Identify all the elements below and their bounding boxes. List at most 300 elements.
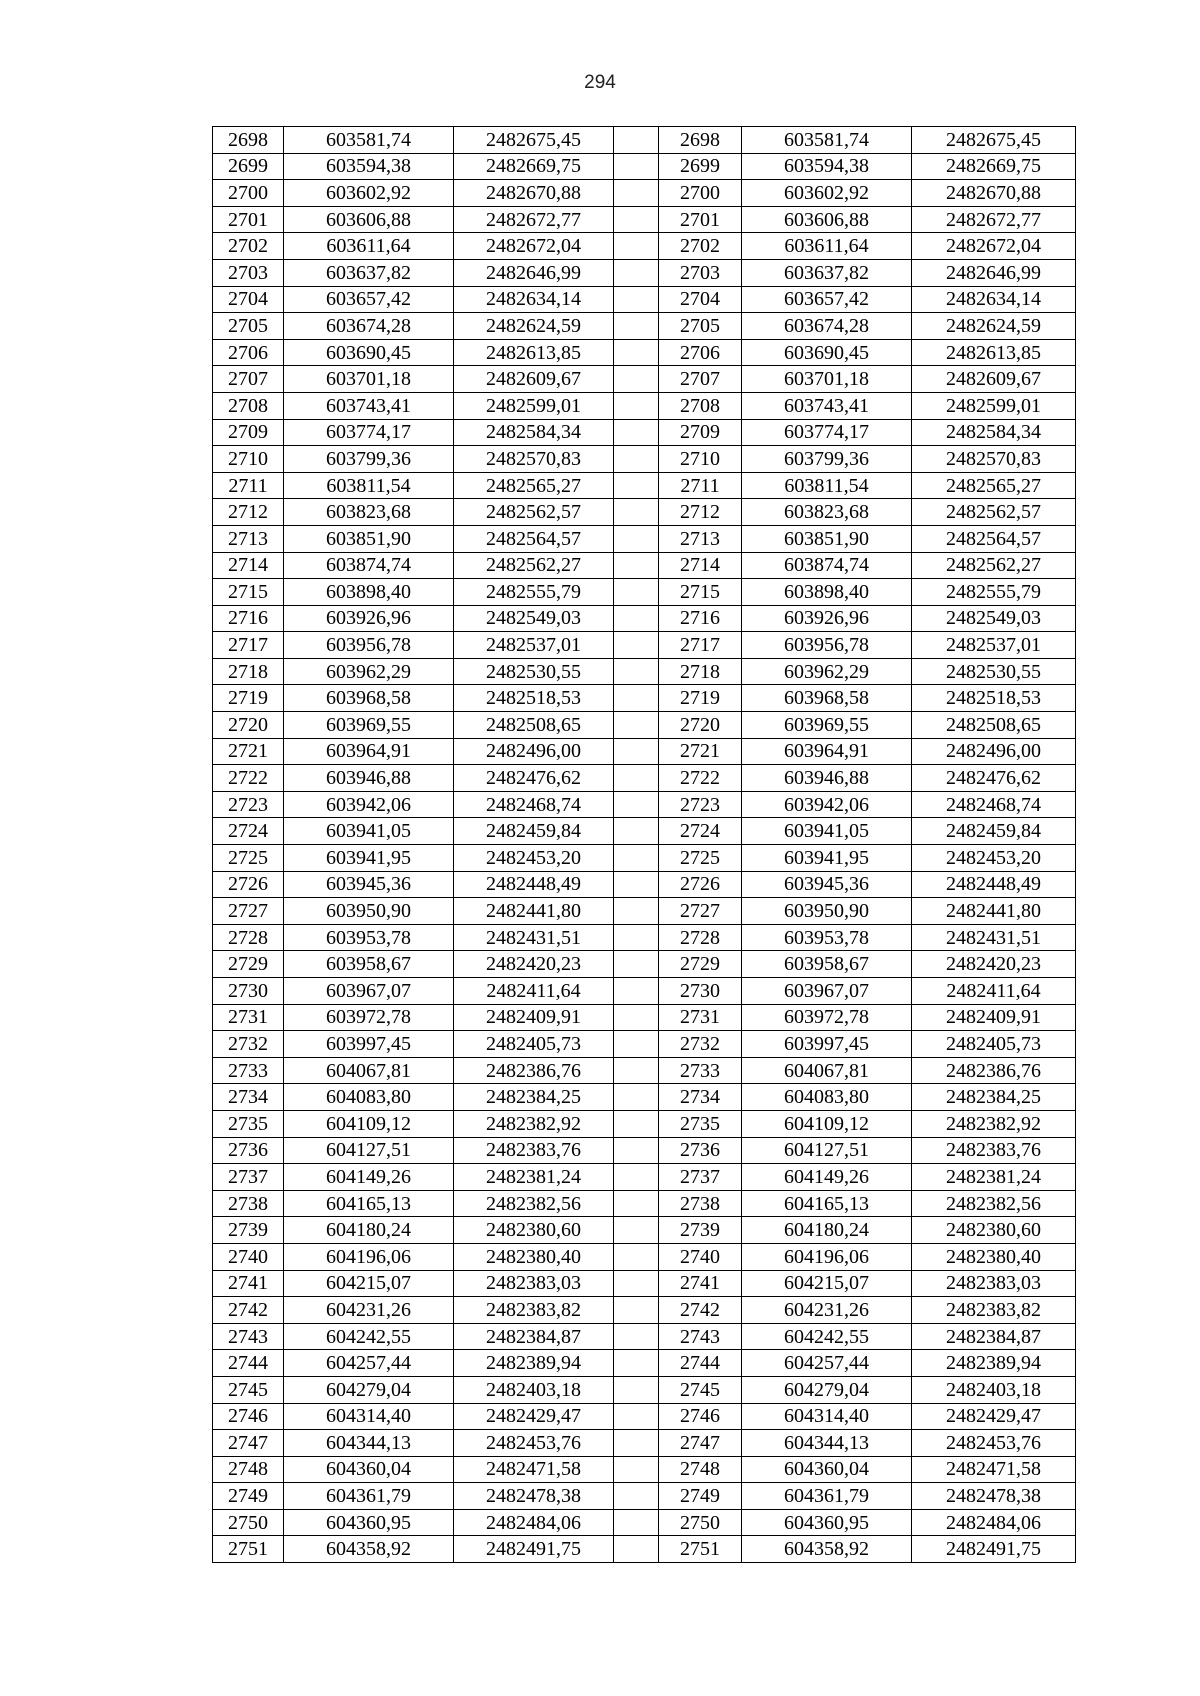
y-coordinate-cell: 2482383,76 xyxy=(454,1137,614,1164)
x-coordinate-cell: 604257,44 xyxy=(742,1350,912,1377)
table-row xyxy=(213,1376,1076,1403)
empty-separator-cell xyxy=(614,1031,659,1058)
table-row xyxy=(213,153,1076,180)
table-row xyxy=(213,791,1076,818)
y-coordinate-cell: 2482634,14 xyxy=(454,286,614,313)
y-coordinate-cell: 2482383,76 xyxy=(912,1137,1076,1164)
x-coordinate-cell: 604127,51 xyxy=(742,1137,912,1164)
point-number-cell: 2704 xyxy=(213,286,284,313)
x-coordinate-cell: 604149,26 xyxy=(284,1164,454,1191)
empty-separator-cell xyxy=(614,978,659,1005)
y-coordinate-cell: 2482508,65 xyxy=(912,712,1076,739)
empty-separator-cell xyxy=(614,552,659,579)
y-coordinate-cell: 2482555,79 xyxy=(912,579,1076,606)
y-coordinate-cell: 2482383,82 xyxy=(912,1297,1076,1324)
empty-separator-cell xyxy=(614,1509,659,1536)
empty-separator-cell xyxy=(614,1323,659,1350)
x-coordinate-cell: 604165,13 xyxy=(742,1190,912,1217)
x-coordinate-cell: 603953,78 xyxy=(742,924,912,951)
point-number-cell: 2729 xyxy=(659,951,742,978)
point-number-cell: 2710 xyxy=(213,446,284,473)
y-coordinate-cell: 2482564,57 xyxy=(454,525,614,552)
x-coordinate-cell: 603581,74 xyxy=(284,127,454,154)
x-coordinate-cell: 603606,88 xyxy=(284,206,454,233)
table-row xyxy=(213,605,1076,632)
point-number-cell: 2722 xyxy=(213,765,284,792)
point-number-cell: 2699 xyxy=(213,153,284,180)
x-coordinate-cell: 603799,36 xyxy=(742,446,912,473)
point-number-cell: 2736 xyxy=(659,1137,742,1164)
y-coordinate-cell: 2482441,80 xyxy=(454,898,614,925)
table-row xyxy=(213,180,1076,207)
table-row xyxy=(213,1403,1076,1430)
point-number-cell: 2730 xyxy=(659,978,742,1005)
table-row xyxy=(213,685,1076,712)
x-coordinate-cell: 604314,40 xyxy=(284,1403,454,1430)
empty-separator-cell xyxy=(614,1270,659,1297)
point-number-cell: 2709 xyxy=(659,419,742,446)
y-coordinate-cell: 2482383,03 xyxy=(454,1270,614,1297)
empty-separator-cell xyxy=(614,286,659,313)
point-number-cell: 2751 xyxy=(213,1536,284,1563)
x-coordinate-cell: 603657,42 xyxy=(742,286,912,313)
point-number-cell: 2747 xyxy=(213,1430,284,1457)
table-row xyxy=(213,472,1076,499)
x-coordinate-cell: 603851,90 xyxy=(742,525,912,552)
empty-separator-cell xyxy=(614,579,659,606)
y-coordinate-cell: 2482453,20 xyxy=(912,845,1076,872)
x-coordinate-cell: 604127,51 xyxy=(284,1137,454,1164)
empty-separator-cell xyxy=(614,1483,659,1510)
point-number-cell: 2705 xyxy=(659,313,742,340)
x-coordinate-cell: 603898,40 xyxy=(742,579,912,606)
x-coordinate-cell: 604109,12 xyxy=(742,1110,912,1137)
point-number-cell: 2744 xyxy=(659,1350,742,1377)
empty-separator-cell xyxy=(614,180,659,207)
x-coordinate-cell: 604242,55 xyxy=(284,1323,454,1350)
table-row xyxy=(213,286,1076,313)
y-coordinate-cell: 2482403,18 xyxy=(454,1376,614,1403)
point-number-cell: 2718 xyxy=(213,658,284,685)
empty-separator-cell xyxy=(614,1243,659,1270)
y-coordinate-cell: 2482599,01 xyxy=(912,392,1076,419)
point-number-cell: 2724 xyxy=(659,818,742,845)
point-number-cell: 2723 xyxy=(213,791,284,818)
x-coordinate-cell: 604215,07 xyxy=(284,1270,454,1297)
point-number-cell: 2717 xyxy=(213,632,284,659)
y-coordinate-cell: 2482670,88 xyxy=(454,180,614,207)
point-number-cell: 2700 xyxy=(659,180,742,207)
x-coordinate-cell: 603823,68 xyxy=(742,499,912,526)
x-coordinate-cell: 603657,42 xyxy=(284,286,454,313)
x-coordinate-cell: 603926,96 xyxy=(284,605,454,632)
empty-separator-cell xyxy=(614,339,659,366)
y-coordinate-cell: 2482570,83 xyxy=(912,446,1076,473)
table-row xyxy=(213,658,1076,685)
x-coordinate-cell: 604360,04 xyxy=(284,1456,454,1483)
point-number-cell: 2733 xyxy=(659,1057,742,1084)
empty-separator-cell xyxy=(614,632,659,659)
x-coordinate-cell: 603942,06 xyxy=(742,791,912,818)
y-coordinate-cell: 2482448,49 xyxy=(454,871,614,898)
y-coordinate-cell: 2482478,38 xyxy=(454,1483,614,1510)
x-coordinate-cell: 603874,74 xyxy=(742,552,912,579)
point-number-cell: 2719 xyxy=(659,685,742,712)
empty-separator-cell xyxy=(614,765,659,792)
x-coordinate-cell: 604165,13 xyxy=(284,1190,454,1217)
table-row xyxy=(213,259,1076,286)
point-number-cell: 2746 xyxy=(659,1403,742,1430)
point-number-cell: 2749 xyxy=(213,1483,284,1510)
y-coordinate-cell: 2482471,58 xyxy=(454,1456,614,1483)
x-coordinate-cell: 603941,95 xyxy=(742,845,912,872)
empty-separator-cell xyxy=(614,1456,659,1483)
y-coordinate-cell: 2482384,25 xyxy=(912,1084,1076,1111)
y-coordinate-cell: 2482382,92 xyxy=(454,1110,614,1137)
table-row xyxy=(213,1243,1076,1270)
table-row xyxy=(213,392,1076,419)
table-row xyxy=(213,632,1076,659)
y-coordinate-cell: 2482609,67 xyxy=(454,366,614,393)
empty-separator-cell xyxy=(614,446,659,473)
table-row xyxy=(213,712,1076,739)
point-number-cell: 2723 xyxy=(659,791,742,818)
y-coordinate-cell: 2482405,73 xyxy=(454,1031,614,1058)
x-coordinate-cell: 604196,06 xyxy=(284,1243,454,1270)
point-number-cell: 2739 xyxy=(659,1217,742,1244)
y-coordinate-cell: 2482570,83 xyxy=(454,446,614,473)
point-number-cell: 2709 xyxy=(213,419,284,446)
x-coordinate-cell: 603964,91 xyxy=(284,738,454,765)
y-coordinate-cell: 2482441,80 xyxy=(912,898,1076,925)
x-coordinate-cell: 603926,96 xyxy=(742,605,912,632)
y-coordinate-cell: 2482549,03 xyxy=(912,605,1076,632)
point-number-cell: 2742 xyxy=(659,1297,742,1324)
y-coordinate-cell: 2482380,60 xyxy=(912,1217,1076,1244)
point-number-cell: 2720 xyxy=(659,712,742,739)
y-coordinate-cell: 2482411,64 xyxy=(912,978,1076,1005)
point-number-cell: 2721 xyxy=(213,738,284,765)
y-coordinate-cell: 2482537,01 xyxy=(912,632,1076,659)
x-coordinate-cell: 604083,80 xyxy=(742,1084,912,1111)
table-row xyxy=(213,1004,1076,1031)
point-number-cell: 2731 xyxy=(659,1004,742,1031)
table-row xyxy=(213,1137,1076,1164)
empty-separator-cell xyxy=(614,366,659,393)
y-coordinate-cell: 2482384,87 xyxy=(454,1323,614,1350)
empty-separator-cell xyxy=(614,127,659,154)
empty-separator-cell xyxy=(614,206,659,233)
y-coordinate-cell: 2482537,01 xyxy=(454,632,614,659)
empty-separator-cell xyxy=(614,658,659,685)
empty-separator-cell xyxy=(614,1190,659,1217)
x-coordinate-cell: 604180,24 xyxy=(742,1217,912,1244)
point-number-cell: 2701 xyxy=(659,206,742,233)
x-coordinate-cell: 603594,38 xyxy=(284,153,454,180)
point-number-cell: 2735 xyxy=(213,1110,284,1137)
x-coordinate-cell: 603956,78 xyxy=(284,632,454,659)
point-number-cell: 2749 xyxy=(659,1483,742,1510)
y-coordinate-cell: 2482383,03 xyxy=(912,1270,1076,1297)
y-coordinate-cell: 2482384,25 xyxy=(454,1084,614,1111)
x-coordinate-cell: 603972,78 xyxy=(742,1004,912,1031)
y-coordinate-cell: 2482491,75 xyxy=(454,1536,614,1563)
point-number-cell: 2717 xyxy=(659,632,742,659)
x-coordinate-cell: 603743,41 xyxy=(284,392,454,419)
y-coordinate-cell: 2482476,62 xyxy=(912,765,1076,792)
point-number-cell: 2714 xyxy=(659,552,742,579)
x-coordinate-cell: 603997,45 xyxy=(742,1031,912,1058)
empty-separator-cell xyxy=(614,1297,659,1324)
x-coordinate-cell: 604109,12 xyxy=(284,1110,454,1137)
x-coordinate-cell: 603997,45 xyxy=(284,1031,454,1058)
y-coordinate-cell: 2482431,51 xyxy=(454,924,614,951)
y-coordinate-cell: 2482380,40 xyxy=(912,1243,1076,1270)
empty-separator-cell xyxy=(614,1110,659,1137)
y-coordinate-cell: 2482459,84 xyxy=(912,818,1076,845)
table-row xyxy=(213,1031,1076,1058)
x-coordinate-cell: 604314,40 xyxy=(742,1403,912,1430)
y-coordinate-cell: 2482403,18 xyxy=(912,1376,1076,1403)
point-number-cell: 2706 xyxy=(213,339,284,366)
y-coordinate-cell: 2482476,62 xyxy=(454,765,614,792)
empty-separator-cell xyxy=(614,1403,659,1430)
point-number-cell: 2699 xyxy=(659,153,742,180)
y-coordinate-cell: 2482382,56 xyxy=(454,1190,614,1217)
table-row xyxy=(213,552,1076,579)
empty-separator-cell xyxy=(614,233,659,260)
table-row xyxy=(213,366,1076,393)
y-coordinate-cell: 2482380,60 xyxy=(454,1217,614,1244)
x-coordinate-cell: 603606,88 xyxy=(742,206,912,233)
x-coordinate-cell: 603637,82 xyxy=(284,259,454,286)
point-number-cell: 2719 xyxy=(213,685,284,712)
point-number-cell: 2745 xyxy=(213,1376,284,1403)
x-coordinate-cell: 603958,67 xyxy=(284,951,454,978)
y-coordinate-cell: 2482549,03 xyxy=(454,605,614,632)
x-coordinate-cell: 603774,17 xyxy=(742,419,912,446)
point-number-cell: 2722 xyxy=(659,765,742,792)
point-number-cell: 2726 xyxy=(659,871,742,898)
y-coordinate-cell: 2482564,57 xyxy=(912,525,1076,552)
y-coordinate-cell: 2482624,59 xyxy=(454,313,614,340)
x-coordinate-cell: 604196,06 xyxy=(742,1243,912,1270)
x-coordinate-cell: 603969,55 xyxy=(742,712,912,739)
y-coordinate-cell: 2482672,77 xyxy=(454,206,614,233)
x-coordinate-cell: 604231,26 xyxy=(284,1297,454,1324)
x-coordinate-cell: 604358,92 xyxy=(284,1536,454,1563)
table-row xyxy=(213,765,1076,792)
y-coordinate-cell: 2482555,79 xyxy=(454,579,614,606)
point-number-cell: 2701 xyxy=(213,206,284,233)
y-coordinate-cell: 2482453,20 xyxy=(454,845,614,872)
y-coordinate-cell: 2482584,34 xyxy=(454,419,614,446)
table-row xyxy=(213,818,1076,845)
table-row xyxy=(213,978,1076,1005)
empty-separator-cell xyxy=(614,1376,659,1403)
x-coordinate-cell: 604083,80 xyxy=(284,1084,454,1111)
y-coordinate-cell: 2482382,92 xyxy=(912,1110,1076,1137)
y-coordinate-cell: 2482675,45 xyxy=(912,127,1076,154)
point-number-cell: 2730 xyxy=(213,978,284,1005)
x-coordinate-cell: 604360,04 xyxy=(742,1456,912,1483)
point-number-cell: 2708 xyxy=(659,392,742,419)
x-coordinate-cell: 603602,92 xyxy=(742,180,912,207)
point-number-cell: 2740 xyxy=(659,1243,742,1270)
y-coordinate-cell: 2482562,27 xyxy=(454,552,614,579)
empty-separator-cell xyxy=(614,738,659,765)
table-row xyxy=(213,1190,1076,1217)
empty-separator-cell xyxy=(614,525,659,552)
y-coordinate-cell: 2482382,56 xyxy=(912,1190,1076,1217)
y-coordinate-cell: 2482562,57 xyxy=(454,499,614,526)
empty-separator-cell xyxy=(614,1164,659,1191)
empty-separator-cell xyxy=(614,818,659,845)
point-number-cell: 2731 xyxy=(213,1004,284,1031)
point-number-cell: 2744 xyxy=(213,1350,284,1377)
table-row xyxy=(213,1084,1076,1111)
empty-separator-cell xyxy=(614,153,659,180)
y-coordinate-cell: 2482530,55 xyxy=(912,658,1076,685)
point-number-cell: 2750 xyxy=(213,1509,284,1536)
x-coordinate-cell: 603602,92 xyxy=(284,180,454,207)
y-coordinate-cell: 2482565,27 xyxy=(454,472,614,499)
x-coordinate-cell: 604360,95 xyxy=(742,1509,912,1536)
page-number: 294 xyxy=(584,72,616,93)
y-coordinate-cell: 2482484,06 xyxy=(912,1509,1076,1536)
x-coordinate-cell: 603946,88 xyxy=(742,765,912,792)
point-number-cell: 2738 xyxy=(213,1190,284,1217)
empty-separator-cell xyxy=(614,392,659,419)
x-coordinate-cell: 603945,36 xyxy=(742,871,912,898)
x-coordinate-cell: 603967,07 xyxy=(742,978,912,1005)
point-number-cell: 2711 xyxy=(213,472,284,499)
table-row xyxy=(213,419,1076,446)
point-number-cell: 2705 xyxy=(213,313,284,340)
empty-separator-cell xyxy=(614,313,659,340)
point-number-cell: 2716 xyxy=(213,605,284,632)
y-coordinate-cell: 2482431,51 xyxy=(912,924,1076,951)
x-coordinate-cell: 603581,74 xyxy=(742,127,912,154)
empty-separator-cell xyxy=(614,605,659,632)
empty-separator-cell xyxy=(614,1217,659,1244)
table-row xyxy=(213,1164,1076,1191)
y-coordinate-cell: 2482453,76 xyxy=(912,1430,1076,1457)
y-coordinate-cell: 2482508,65 xyxy=(454,712,614,739)
point-number-cell: 2742 xyxy=(213,1297,284,1324)
y-coordinate-cell: 2482409,91 xyxy=(454,1004,614,1031)
point-number-cell: 2711 xyxy=(659,472,742,499)
y-coordinate-cell: 2482613,85 xyxy=(912,339,1076,366)
y-coordinate-cell: 2482389,94 xyxy=(454,1350,614,1377)
y-coordinate-cell: 2482584,34 xyxy=(912,419,1076,446)
x-coordinate-cell: 603637,82 xyxy=(742,259,912,286)
y-coordinate-cell: 2482496,00 xyxy=(912,738,1076,765)
empty-separator-cell xyxy=(614,1350,659,1377)
point-number-cell: 2708 xyxy=(213,392,284,419)
table-row xyxy=(213,339,1076,366)
x-coordinate-cell: 603941,05 xyxy=(742,818,912,845)
table-row xyxy=(213,898,1076,925)
point-number-cell: 2727 xyxy=(659,898,742,925)
point-number-cell: 2721 xyxy=(659,738,742,765)
y-coordinate-cell: 2482381,24 xyxy=(912,1164,1076,1191)
y-coordinate-cell: 2482565,27 xyxy=(912,472,1076,499)
point-number-cell: 2700 xyxy=(213,180,284,207)
x-coordinate-cell: 604344,13 xyxy=(742,1430,912,1457)
y-coordinate-cell: 2482386,76 xyxy=(454,1057,614,1084)
empty-separator-cell xyxy=(614,1004,659,1031)
x-coordinate-cell: 604361,79 xyxy=(284,1483,454,1510)
y-coordinate-cell: 2482672,04 xyxy=(454,233,614,260)
y-coordinate-cell: 2482448,49 xyxy=(912,871,1076,898)
point-number-cell: 2733 xyxy=(213,1057,284,1084)
x-coordinate-cell: 603823,68 xyxy=(284,499,454,526)
point-number-cell: 2712 xyxy=(213,499,284,526)
empty-separator-cell xyxy=(614,871,659,898)
point-number-cell: 2707 xyxy=(213,366,284,393)
point-number-cell: 2739 xyxy=(213,1217,284,1244)
y-coordinate-cell: 2482471,58 xyxy=(912,1456,1076,1483)
y-coordinate-cell: 2482405,73 xyxy=(912,1031,1076,1058)
table-row xyxy=(213,233,1076,260)
empty-separator-cell xyxy=(614,419,659,446)
point-number-cell: 2718 xyxy=(659,658,742,685)
point-number-cell: 2712 xyxy=(659,499,742,526)
empty-separator-cell xyxy=(614,472,659,499)
point-number-cell: 2728 xyxy=(659,924,742,951)
x-coordinate-cell: 603942,06 xyxy=(284,791,454,818)
x-coordinate-cell: 603690,45 xyxy=(742,339,912,366)
y-coordinate-cell: 2482491,75 xyxy=(912,1536,1076,1563)
point-number-cell: 2734 xyxy=(659,1084,742,1111)
y-coordinate-cell: 2482672,77 xyxy=(912,206,1076,233)
point-number-cell: 2703 xyxy=(213,259,284,286)
point-number-cell: 2741 xyxy=(213,1270,284,1297)
empty-separator-cell xyxy=(614,1430,659,1457)
y-coordinate-cell: 2482380,40 xyxy=(454,1243,614,1270)
point-number-cell: 2715 xyxy=(659,579,742,606)
point-number-cell: 2706 xyxy=(659,339,742,366)
point-number-cell: 2747 xyxy=(659,1430,742,1457)
point-number-cell: 2702 xyxy=(213,233,284,260)
point-number-cell: 2698 xyxy=(659,127,742,154)
table-row xyxy=(213,845,1076,872)
empty-separator-cell xyxy=(614,1057,659,1084)
x-coordinate-cell: 603701,18 xyxy=(284,366,454,393)
y-coordinate-cell: 2482496,00 xyxy=(454,738,614,765)
y-coordinate-cell: 2482646,99 xyxy=(912,259,1076,286)
x-coordinate-cell: 603950,90 xyxy=(284,898,454,925)
point-number-cell: 2743 xyxy=(659,1323,742,1350)
x-coordinate-cell: 603898,40 xyxy=(284,579,454,606)
y-coordinate-cell: 2482634,14 xyxy=(912,286,1076,313)
table-row xyxy=(213,1430,1076,1457)
x-coordinate-cell: 604279,04 xyxy=(742,1376,912,1403)
point-number-cell: 2716 xyxy=(659,605,742,632)
y-coordinate-cell: 2482429,47 xyxy=(454,1403,614,1430)
y-coordinate-cell: 2482646,99 xyxy=(454,259,614,286)
y-coordinate-cell: 2482675,45 xyxy=(454,127,614,154)
empty-separator-cell xyxy=(614,499,659,526)
x-coordinate-cell: 603967,07 xyxy=(284,978,454,1005)
table-row xyxy=(213,127,1076,154)
point-number-cell: 2703 xyxy=(659,259,742,286)
point-number-cell: 2732 xyxy=(213,1031,284,1058)
point-number-cell: 2698 xyxy=(213,127,284,154)
table-row xyxy=(213,1350,1076,1377)
y-coordinate-cell: 2482383,82 xyxy=(454,1297,614,1324)
